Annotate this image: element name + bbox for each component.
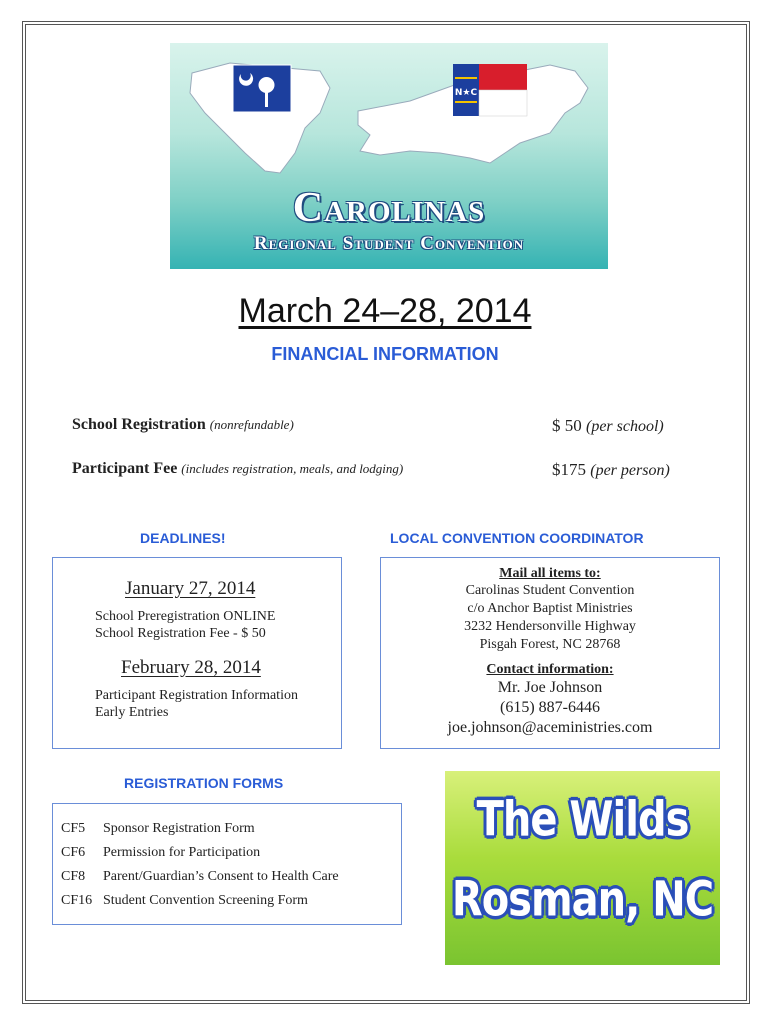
venue-location: Rosman, NC [451, 872, 714, 928]
contact-email[interactable]: joe.johnson@aceministries.com [447, 719, 653, 736]
deadline-date: February 28, 2014 [121, 657, 261, 678]
fee-label: School Registration [72, 416, 206, 433]
fee-note: (includes registration, meals, and lodging) [181, 461, 404, 476]
deadline-line: Participant Registration Information [95, 688, 298, 703]
form-item [61, 845, 260, 861]
deadlines-heading: DEADLINES! [140, 530, 226, 546]
registration-forms-box [52, 803, 402, 925]
financial-info-heading: FINANCIAL INFORMATION [271, 344, 499, 364]
contact-heading: Contact information: [486, 662, 614, 677]
mail-line: c/o Anchor Baptist Ministries [467, 601, 633, 616]
form-name: Sponsor Registration Form [103, 821, 255, 836]
deadline-date: January 27, 2014 [125, 578, 256, 599]
convention-dates: March 24–28, 2014 [238, 292, 532, 330]
deadline-line: School Preregistration ONLINE [95, 609, 276, 624]
banner-title: Carolinas [292, 185, 486, 231]
banner-subtitle: Regional Student Convention [253, 233, 525, 254]
fee-row-participant [72, 460, 702, 478]
deadlines-box [52, 557, 342, 749]
fee-amount: $175 (per person) [552, 460, 670, 479]
contact-phone: (615) 887-6446 [500, 699, 600, 716]
form-name: Permission for Participation [103, 845, 261, 860]
mail-line: Carolinas Student Convention [465, 583, 635, 598]
fee-row-school [72, 416, 702, 434]
form-item [61, 893, 308, 909]
form-code: CF8 [61, 869, 86, 884]
coordinator-box [380, 557, 720, 749]
deadline-line: School Registration Fee - $ 50 [95, 626, 266, 641]
nc-flag-text: N★C [454, 88, 478, 98]
form-code: CF6 [61, 845, 86, 860]
fee-amount: $ 50 (per school) [552, 416, 664, 435]
fee-note: (nonrefundable) [209, 417, 294, 432]
form-code: CF5 [61, 821, 86, 836]
form-item [61, 869, 339, 885]
form-name: Student Convention Screening Form [103, 893, 308, 908]
south-carolina-flag [233, 65, 291, 112]
deadline-line: Early Entries [95, 705, 169, 720]
venue-name: The Wilds [476, 792, 689, 848]
coordinator-heading: LOCAL CONVENTION COORDINATOR [390, 530, 644, 546]
registration-forms-heading: REGISTRATION FORMS [124, 775, 284, 791]
north-carolina-flag [453, 64, 527, 116]
form-item [61, 821, 255, 837]
mail-heading: Mail all items to: [499, 566, 601, 581]
mail-line: 3232 Hendersonville Highway [464, 619, 636, 634]
convention-banner [170, 43, 608, 269]
venue-graphic [445, 771, 720, 965]
form-code: CF16 [61, 893, 93, 908]
mail-line: Pisgah Forest, NC 28768 [479, 637, 621, 652]
form-name: Parent/Guardian’s Consent to Health Care [103, 869, 339, 884]
contact-name: Mr. Joe Johnson [497, 679, 603, 696]
fee-label: Participant Fee [72, 460, 178, 477]
